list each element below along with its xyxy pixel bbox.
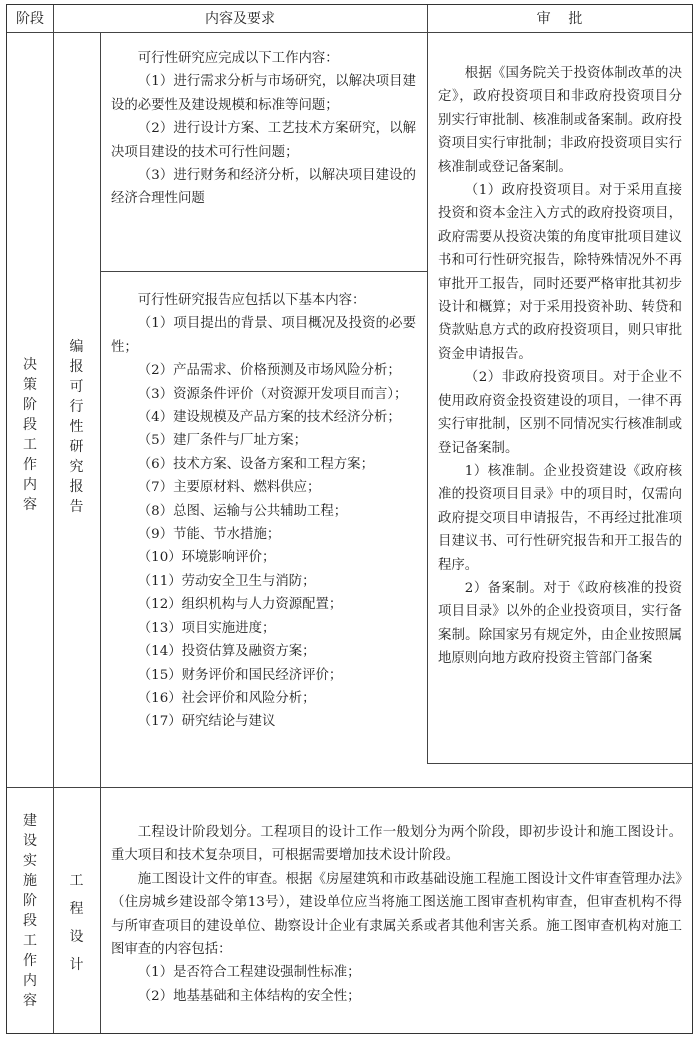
section-divider <box>7 787 692 788</box>
subitem-label-char: 程 <box>69 901 84 917</box>
subitem-label-char: 编 <box>69 339 84 355</box>
paragraph: 2）备案制。对于《政府核准的投资项目目录》以外的企业投资项目，实行备案制。除国家另有规定外，由企业按照属地原则向地方政府投资主管部门备案 <box>438 580 682 667</box>
stage-label-char: 内 <box>23 477 37 493</box>
stage-label-char: 容 <box>23 993 37 1009</box>
approval-content <box>438 62 682 671</box>
list-item: （6）技术方案、设备方案和工程方案； <box>137 456 374 472</box>
subitem-label-char: 计 <box>69 957 84 973</box>
feasibility-report-label <box>53 337 100 517</box>
list-item: （5）建厂条件与厂址方案； <box>137 433 308 449</box>
stage-label-char: 容 <box>23 497 37 513</box>
paragraph: （1）进行需求分析与市场研究，以解决项目建设的必要性及建设规模和标准等问题； <box>111 74 416 113</box>
list-item: （4）建设规模及产品方案的技术经济分析； <box>137 410 401 426</box>
subitem-label-char: 设 <box>69 929 84 945</box>
paragraph: （1）政府投资项目。对于采用直接投资和资本金注入方式的政府投资项目，政府需要从投资决策的角度审批项目建议书和可行性研究报告，除特殊情况外不再审批开工报告，同时还要严格审批其初步设计和概算；对于采用投资补助、转贷和贷款贴息方式的政府投资项目，则只审批资金申请报告。 <box>438 183 682 362</box>
feasibility-report-content <box>111 289 416 734</box>
list-item: （16）社会评价和风险分析； <box>137 690 316 706</box>
stage-label-char: 策 <box>23 377 37 393</box>
stage-label-char: 内 <box>23 973 37 989</box>
subitem-label-char: 性 <box>69 419 84 435</box>
list-item: （8）总图、运输与公共辅助工程； <box>137 503 348 519</box>
list-item: （9）节能、节水措施； <box>137 527 281 543</box>
header-stage: 阶段 <box>16 11 44 27</box>
subitem-label-char: 究 <box>69 459 84 475</box>
list-item: （17）研究结论与建议 <box>137 714 276 730</box>
engineering-design-label <box>53 867 100 979</box>
subitem-label-char: 可 <box>69 379 84 395</box>
subitem-column-divider <box>100 32 101 1033</box>
stage-label-char: 作 <box>23 953 37 969</box>
list-item: （1）项目提出的背景、项目概况及投资的必要性； <box>111 316 416 355</box>
list-item: （2）地基基础和主体结构的安全性； <box>137 988 361 1004</box>
stage-label-char: 施 <box>23 873 37 889</box>
list-item: （3）资源条件评价（对资源开发项目而言）； <box>137 386 408 402</box>
paragraph: （3）进行财务和经济分析，以解决项目建设的经济合理性问题 <box>111 168 416 207</box>
list-item: 可行性研究报告应包括以下基本内容： <box>137 293 366 308</box>
header-approval: 审 批 <box>536 11 583 27</box>
stage-label-char: 建 <box>23 813 37 829</box>
stage-label-char: 工 <box>23 437 37 453</box>
content-approval-divider <box>427 5 428 764</box>
list-item: （12）组织机构与人力资源配置； <box>137 597 343 613</box>
stage-label-char: 阶 <box>23 893 37 909</box>
stage-label-char: 工 <box>23 933 37 949</box>
list-item: （10）环境影响评价； <box>137 550 276 566</box>
stage-label-char: 实 <box>23 853 37 869</box>
stage-label-char: 段 <box>23 417 37 433</box>
paragraph: （2）进行设计方案、工艺技术方案研究，以解决项目建设的技术可行性问题； <box>111 121 416 160</box>
paragraph: 可行性研究应完成以下工作内容： <box>137 51 339 66</box>
list-item: （11）劳动安全卫生与消防； <box>137 573 316 589</box>
paragraph: 根据《国务院关于投资体制改革的决定》，政府投资项目和非政府投资项目分别实行审批制、核准制或备案制。政府投资项目实行审批制；非政府投资项目实行核准制或登记备案制。 <box>438 66 682 175</box>
block-divider <box>100 271 427 272</box>
paragraph: （2）非政府投资项目。对于企业不使用政府资金投资建设的项目，一律不再实行审批制，区别不同情况实行核准制或登记备案制。 <box>438 370 682 456</box>
paragraph: 1）核准制。企业投资建设《政府核准的投资项目目录》中的项目时，仅需向政府提交项目申请报告，不再经过批准项目建议书、可行性研究报告和开工报告的程序。 <box>438 463 682 573</box>
subitem-label-char: 报 <box>69 359 84 375</box>
list-item: （14）投资估算及融资方案； <box>137 644 316 660</box>
approval-bottom-line <box>427 763 692 764</box>
list-item: （1）是否符合工程建设强制性标准； <box>137 965 361 981</box>
header-content: 内容及要求 <box>205 11 275 27</box>
list-item: （2）产品需求、价格预测及市场风险分析； <box>137 363 401 379</box>
list-item: （15）财务评价和国民经济评价； <box>137 667 343 683</box>
list-item: （7）主要原材料、燃料供应； <box>137 480 321 496</box>
feasibility-work-content <box>111 47 416 211</box>
subitem-label-char: 研 <box>69 439 84 455</box>
stage-table <box>6 4 693 1034</box>
stage-label-char: 阶 <box>23 397 37 413</box>
engineering-design-content <box>111 821 682 1008</box>
header-divider <box>7 32 692 33</box>
paragraph: 施工图设计文件的审查。根据《房屋建筑和市政基础设施工程施工图设计文件审查管理办法》（住房城乡建设部令第13号），建设单位应当将施工图送施工图审查机构审查，但审查机构不得与所审查项目的建设单位、勘察设计企业有隶属关系或者其他利害关系。施工图审查机构对施工图审查的内容包括： <box>111 871 682 958</box>
subitem-label-char: 报 <box>69 479 84 495</box>
paragraph: 工程设计阶段划分。工程项目的设计工作一般划分为两个阶段，即初步设计和施工图设计。重大项目和技术复杂项目，可根据需要增加技术设计阶段。 <box>111 825 682 864</box>
stage-label-char: 设 <box>23 833 37 849</box>
decision-stage-label <box>7 355 53 515</box>
subitem-label-char: 行 <box>69 399 84 415</box>
subitem-label-char: 工 <box>69 873 84 889</box>
list-item: （13）项目实施进度； <box>137 620 276 636</box>
stage-label-char: 段 <box>23 913 37 929</box>
stage-label-char: 作 <box>23 457 37 473</box>
construction-stage-label <box>7 811 53 1011</box>
stage-label-char: 决 <box>23 357 37 373</box>
subitem-label-char: 告 <box>69 499 84 515</box>
